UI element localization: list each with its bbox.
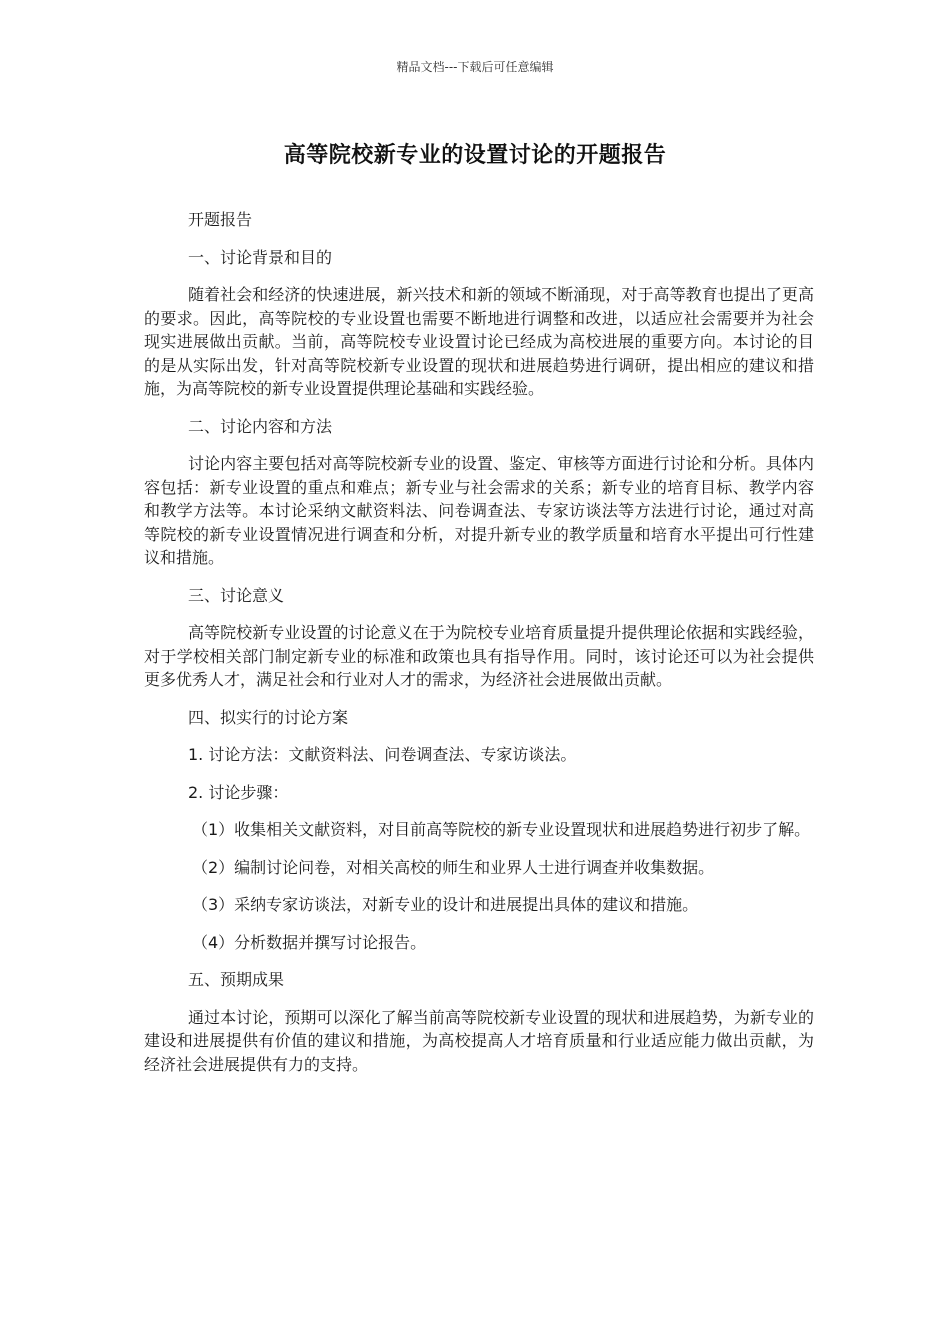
section-2-heading: 二、讨论内容和方法 xyxy=(188,416,333,436)
research-steps-label: 2. 讨论步骤： xyxy=(188,782,289,802)
header-note: 精品文档---下载后可任意编辑 xyxy=(396,60,554,74)
section-3-body: 高等院校新专业设置的讨论意义在于为院校专业培育质量提升提供理论依据和实践经验，对于学校相关部门制定新专业的标准和政策也具有指导作用。同时，该讨论还可以为社会提供更多优秀人才，满足社会和行业对人才的需求，为经济社会进展做出贡献。 xyxy=(144,623,814,689)
section-5-heading: 五、预期成果 xyxy=(188,970,285,989)
section-5-body: 通过本讨论，预期可以深化了解当前高等院校新专业设置的现状和进展趋势，为新专业的建设和进展提供有价值的建议和措施，为高校提高人才培育质量和行业适应能力做出贡献，为经济社会进展提供有力的支持。 xyxy=(144,1007,814,1074)
research-method: 1. 讨论方法：文献资料法、问卷调查法、专家访谈法。 xyxy=(188,745,577,764)
section-4-heading: 四、拟实行的讨论方案 xyxy=(188,707,349,727)
section-1-heading: 一、讨论背景和目的 xyxy=(188,247,333,267)
research-step-3: （3）采纳专家访谈法，对新专业的设计和进展提出具体的建议和措施。 xyxy=(192,895,699,914)
research-step-1: （1）收集相关文献资料，对目前高等院校的新专业设置现状和进展趋势进行初步了解。 xyxy=(192,820,811,839)
research-step-2: （2）编制讨论问卷，对相关高校的师生和业界人士进行调查并收集数据。 xyxy=(192,857,715,877)
intro-label: 开题报告 xyxy=(188,210,253,229)
section-3-heading: 三、讨论意义 xyxy=(188,585,285,605)
document-body xyxy=(144,208,814,1090)
document-title: 高等院校新专业的设置讨论的开题报告 xyxy=(283,143,667,168)
section-2-body: 讨论内容主要包括对高等院校新专业的设置、鉴定、审核等方面进行讨论和分析。具体内容包括：新专业设置的重点和难点；新专业与社会需求的关系；新专业的培育目标、教学内容和教学方法等。本讨论采纳文献资料法、问卷调查法、专家访谈法等方法进行讨论，通过对高等院校的新专业设置情况进行调查和分析，对提升新专业的教学质量和培育水平提出可行性建议和措施。 xyxy=(144,454,814,567)
section-1-body: 随着社会和经济的快速进展，新兴技术和新的领域不断涌现，对于高等教育也提出了更高的要求。因此，高等院校的专业设置也需要不断地进行调整和改进，以适应社会需要并为社会现实进展做出贡献。当前，高等院校专业设置讨论已经成为高校进展的重要方向。本讨论的目的是从实际出发，针对高等院校新专业设置的现状和进展趋势进行调研，提出相应的建议和措施，为高等院校的新专业设置提供理论基础和实践经验。 xyxy=(144,285,814,398)
research-step-4: （4）分析数据并撰写讨论报告。 xyxy=(192,932,427,952)
